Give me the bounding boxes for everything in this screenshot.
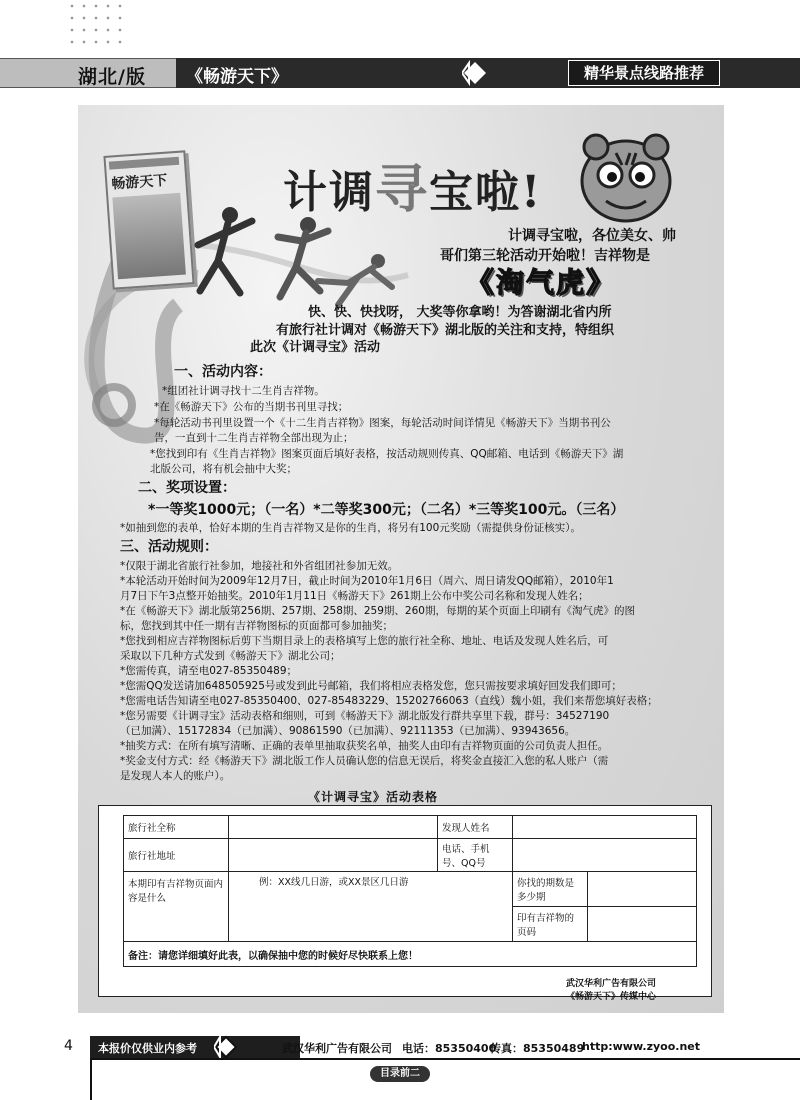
section-1-line: 北版公司，将有机会抽中大奖；: [150, 463, 297, 475]
mascot-name: 《淘气虎》: [466, 266, 617, 299]
agency-name-label: 旅行社全称: [124, 816, 229, 839]
promo-panel: [78, 105, 724, 1013]
contact-field[interactable]: [513, 839, 697, 872]
footer-note: 本报价仅供业内参考: [98, 1042, 197, 1055]
section-1-heading: 一、活动内容：: [174, 364, 272, 380]
example-text: 例：XX线几日游，或XX景区几日游: [259, 877, 409, 888]
finder-name-label: 发现人姓名: [438, 816, 513, 839]
issue-number-field[interactable]: [588, 872, 697, 907]
cover-photo: [112, 193, 186, 280]
hero-title-d: !: [521, 167, 543, 218]
rule-line: （已加满）、15172834（已加满）、90861590（已加满）、92111353（已加满）、93943656。: [120, 725, 576, 737]
rule-line: *您另需要《计调寻宝》活动表格和细则，可到《畅游天下》湖北版发行群共享里下载，群号：34527190: [120, 710, 610, 722]
hero-line-4: 有旅行社计调对《畅游天下》湖北版的关注和支持，特组织: [276, 323, 615, 338]
agency-name-field[interactable]: [229, 816, 438, 839]
footer-tel: 电话：85350400: [402, 1042, 497, 1055]
issuer-media: 《畅游天下》传媒中心: [566, 992, 657, 1002]
footer-website[interactable]: http:www.zyoo.net: [582, 1040, 700, 1053]
header-edition-box: [0, 58, 176, 88]
rule-line: *您需QQ发送请加648505925号或发到此号邮箱，我们将相应表格发您，您只需按要求填好回发我们即可；: [120, 680, 622, 692]
decorative-dots: [66, 0, 126, 46]
entry-form: [98, 805, 712, 997]
section-1-line: *在《畅游天下》公布的当期书刊里寻找；: [154, 401, 349, 413]
contact-label: 电话、手机号、QQ号: [438, 839, 513, 872]
rule-line: *您需传真，请至电027-85350489；: [120, 665, 298, 677]
hero-title-b: 寻: [375, 159, 430, 220]
header-edition: 湖北/版: [78, 66, 146, 88]
footer-vertical-rule: [90, 1058, 92, 1100]
hero-line-1: 计调寻宝啦，各位美女、帅: [508, 228, 676, 244]
prize-list: *一等奖1000元；（一名）*二等奖300元；（二名）*三等奖100元。（三名）: [148, 502, 625, 518]
issuer-company: 武汉华利广告有限公司: [566, 979, 657, 989]
rule-line: *您需电话告知请至电027-85350400、027-85483229、15202766063（直线）魏小姐，我们来帮您填好表格；: [120, 695, 658, 707]
section-1-line: 告，一直到十二生肖吉祥物全部出现为止；: [154, 432, 354, 444]
bonus-note: *如抽到您的表单，恰好本期的生肖吉祥物又是你的生肖，将另有100元奖励（需提供身份证核实）。: [120, 522, 582, 534]
section-1-line: *您找到印有《生肖吉祥物》图案页面后填好表格，按活动规则传真、QQ邮箱、电话到《畅游天下》湖: [150, 448, 624, 460]
agency-address-field[interactable]: [229, 839, 438, 872]
form-title: 《计调寻宝》活动表格: [308, 790, 439, 804]
cover-bar: [109, 157, 179, 170]
rule-line: 采取以下几种方式发到《畅游天下》湖北公司；: [120, 650, 341, 662]
hero-line-2: 哥们第三轮活动开始啦！吉祥物是: [440, 248, 650, 264]
header-section-title: 精华景点线路推荐: [568, 60, 720, 86]
section-1-line: *组团社计调寻找十二生肖吉祥物。: [162, 385, 325, 397]
section-3-heading: 三、活动规则：: [120, 539, 218, 555]
page-number-field[interactable]: [588, 907, 697, 942]
rule-line: 月7日下午3点整开始抽奖。2010年1月11日《畅游天下》261期上公布中奖公司名称和发现人姓名；: [120, 590, 589, 602]
agency-address-label: 旅行社地址: [124, 839, 229, 872]
form-remark: 备注：请您详细填好此表，以确保抽中您的时候好尽快联系上您！: [124, 942, 697, 967]
page-number: 4: [64, 1038, 73, 1054]
header-magazine: 《畅游天下》: [186, 67, 288, 87]
footer-diamond-icon: [214, 1035, 238, 1059]
diamond-icon: [462, 60, 488, 86]
page-header: [0, 58, 800, 88]
hero-title-a: 计调: [283, 167, 375, 218]
finder-name-field[interactable]: [513, 816, 697, 839]
hero-title: [283, 147, 542, 222]
magazine-cover-image: [103, 150, 194, 289]
issue-number-label: 你找的期数是多少期: [513, 872, 588, 907]
footer-company: 武汉华利广告有限公司: [282, 1042, 392, 1055]
hero-title-c: 宝啦: [429, 167, 522, 218]
hero-line-3: 快、快、快找呀， 大奖等你拿哟！为答谢湖北省内所: [308, 305, 612, 320]
footer-rule: [90, 1058, 800, 1060]
cover-title: 畅游天下: [110, 172, 168, 193]
section-2-heading: 二、奖项设置：: [138, 480, 236, 496]
rule-line: *抽奖方式：在所有填写清晰、正确的表单里抽取获奖名单，抽奖人由印有吉祥物页面的公司负责人担任。: [120, 740, 609, 752]
tiger-mascot-icon: [576, 131, 676, 227]
rule-line: *奖金支付方式：经《畅游天下》湖北版工作人员确认您的信息无误后，将奖金直接汇入您的私人账户（需: [120, 755, 609, 767]
section-1-line: *每轮活动书刊里设置一个《十二生肖吉祥物》图案，每轮活动时间详情见《畅游天下》当期书刊公: [154, 417, 611, 429]
rule-line: 是发现人本人的账户）。: [120, 770, 231, 782]
page-number-label: 印有吉祥物的页码: [513, 907, 588, 942]
rule-line: *本轮活动开始时间为2009年12月7日，截止时间为2010年1月6日（周六、周日请发QQ邮箱），2010年1: [120, 575, 614, 587]
footer-fax: 传真：85350489: [490, 1042, 585, 1055]
mascot-page-field[interactable]: [229, 872, 513, 942]
rule-line: 标，您找到其中任一期有吉祥物图标的页面都可参加抽奖；: [120, 620, 393, 632]
rule-line: *您找到相应吉祥物图标后剪下当期目录上的表格填写上您的旅行社全称、地址、电话及发现人姓名后，可: [120, 635, 609, 647]
entry-form-table: [123, 815, 697, 967]
toc-badge[interactable]: 目录前二: [370, 1066, 430, 1082]
mascot-page-label: 本期印有吉祥物页面内容是什么: [124, 872, 229, 942]
hero-line-5: 此次《计调寻宝》活动: [250, 340, 381, 355]
rule-line: *仅限于湖北省旅行社参加，地接社和外省组团社参加无效。: [120, 560, 399, 572]
rule-line: *在《畅游天下》湖北版第256期、257期、258期、259期、260期，每期的某个页面上印刷有《淘气虎》的图: [120, 605, 635, 617]
